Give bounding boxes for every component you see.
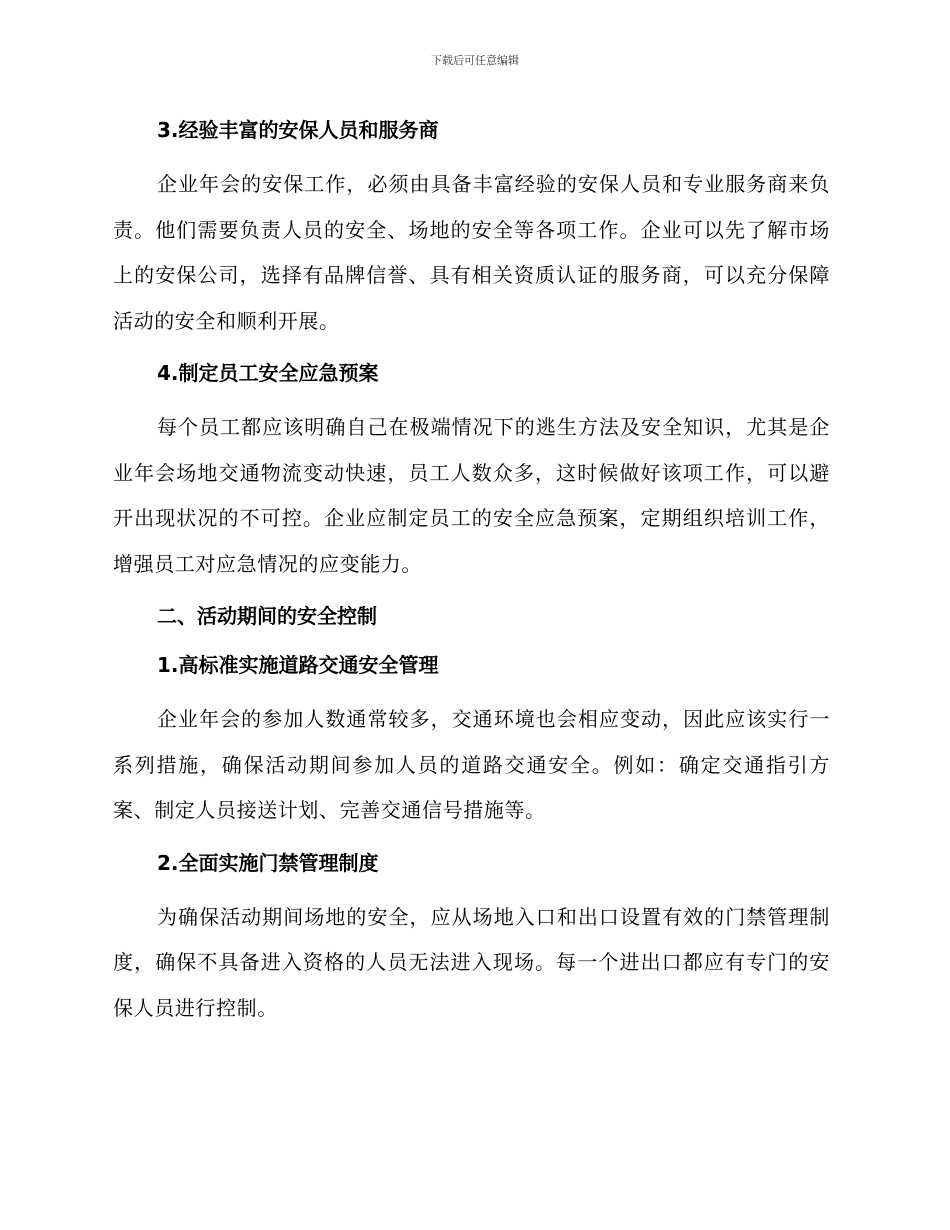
text-line: 市场上的安保公司，选择有品牌信誉、具有相关资质认证的服务商，可以充 — [113, 217, 830, 287]
heading-event-safety-control: 二、活动期间的安全控制 — [157, 604, 377, 628]
text-line: 为确保活动期间场地的安全，应从场地入口和出口设置有效的门禁管理 — [157, 904, 810, 929]
paragraph-emergency-plan — [113, 405, 830, 587]
paragraph-access-control — [113, 895, 830, 1032]
text-line: 每个员工都应该明确自己在极端情况下的逃生方法及安全知识，尤其是 — [157, 415, 810, 439]
text-line: 方案、制定人员接送计划、完善交通信号措施等。 — [113, 752, 830, 822]
text-line: 企业年会场地交通物流变动快速，员工人数众多，这时候做好该项工作，可 — [113, 415, 830, 485]
page-header: 下载后可任意编辑 — [431, 54, 519, 67]
text-line: 制度，确保不具备进入资格的人员无法进入现场。每一个进出口都应有专门 — [113, 904, 830, 974]
heading-access-control: 2.全面实施门禁管理制度 — [157, 850, 379, 875]
text-line: 负责。他们需要负责人员的安全、场地的安全等各项工作。企业可以先了解 — [113, 172, 830, 242]
text-line: 一系列措施，确保活动期间参加人员的道路交通安全。例如：确定交通指引 — [113, 707, 830, 777]
heading-traffic-management: 1.高标准实施道路交通安全管理 — [157, 653, 439, 677]
paragraph-traffic-management — [113, 697, 830, 834]
heading-experienced-security: 3.经验丰富的安保人员和服务商 — [157, 118, 439, 142]
heading-emergency-plan: 4.制定员工安全应急预案 — [157, 361, 379, 385]
text-line: 以避开出现状况的不可控。企业应制定员工的安全应急预案，定期组织培训 — [113, 460, 830, 530]
text-line: 企业年会的参加人数通常较多，交通环境也会相应变动，因此应该实行 — [157, 707, 810, 731]
text-line: 工作，增强员工对应急情况的应变能力。 — [113, 506, 830, 576]
paragraph-experienced-security — [113, 162, 830, 344]
text-line: 的安保人员进行控制。 — [113, 950, 830, 1020]
document-body — [113, 110, 830, 1031]
text-line: 企业年会的安保工作，必须由具备丰富经验的安保人员和专业服务商来 — [157, 172, 810, 196]
text-line: 分保障活动的安全和顺利开展。 — [113, 263, 830, 333]
